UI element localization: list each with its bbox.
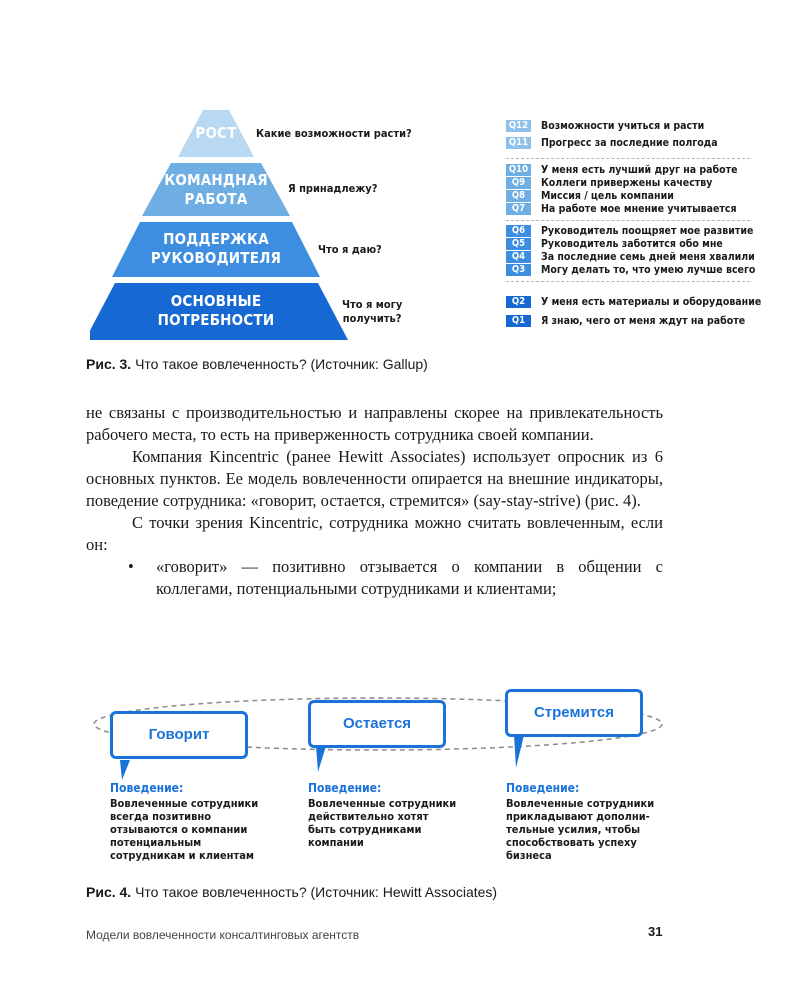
question-code-badge: Q5 <box>506 238 531 250</box>
engagement-pyramid-figure <box>90 100 762 345</box>
question-text: Руководитель поощряет мое развитие <box>541 225 754 237</box>
bullet-list-item <box>86 556 663 600</box>
bullet-marker: • <box>128 557 134 576</box>
question-code-badge: Q10 <box>506 164 531 176</box>
figure3-caption-number: Рис. 3. <box>86 356 132 372</box>
bubble-label: Остается <box>342 715 412 732</box>
behavior-description: Вовлеченные сотрудники прикладывают дополни-тельные усилия, чтобы способствовать успеху бизнеса <box>506 797 655 862</box>
question-text: У меня есть материалы и оборудование <box>541 296 762 308</box>
say-bubble <box>110 711 248 759</box>
tier-question-manager: Что я даю? <box>318 243 382 256</box>
paragraph: не связаны с производительностью и направлены скорее на привлекательность рабочего места, то есть на приверженность сотрудника своей компании. <box>86 403 663 444</box>
question-code-badge: Q6 <box>506 225 531 237</box>
page-number: 31 <box>648 924 663 939</box>
bubble-tail <box>514 735 524 768</box>
bubble-tail <box>120 760 130 780</box>
bubble-label: Говорит <box>148 726 210 743</box>
behavior-description: Вовлеченные сотрудники действительно хотят быть сотрудниками компании <box>308 797 457 849</box>
tier-question-teamwork: Я принадлежу? <box>288 182 378 195</box>
question-code-badge: Q2 <box>506 296 531 308</box>
question-text: Могу делать то, что умею лучше всего <box>541 264 756 276</box>
question-code-badge: Q8 <box>506 190 531 202</box>
question-code-badge: Q7 <box>506 203 531 215</box>
tier-divider <box>506 158 750 159</box>
question-text: Коллеги привержены качеству <box>541 177 713 189</box>
figure3-caption <box>86 356 428 372</box>
tier-question-basic: Что я могу получить? <box>342 298 403 325</box>
question-code-badge: Q11 <box>506 137 531 149</box>
question-code-badge: Q4 <box>506 251 531 263</box>
behavior-title: Поведение: <box>110 781 184 795</box>
question-text: Прогресс за последние полгода <box>541 137 718 149</box>
tier-label-manager: ПОДДЕРЖКА РУКОВОДИТЕЛЯ <box>150 230 282 267</box>
strive-bubble <box>505 689 643 737</box>
question-text: Я знаю, чего от меня ждут на работе <box>541 315 746 327</box>
question-code-badge: Q9 <box>506 177 531 189</box>
tier-label-growth: РОСТ <box>195 124 237 142</box>
dashed-orbit-ellipse <box>94 698 662 750</box>
question-text: Возможности учиться и расти <box>541 120 705 132</box>
figure4-caption-text: Что такое вовлеченность? (Источник: Hewitt Associates) <box>131 884 498 900</box>
tier-label-teamwork: КОМАНДНАЯ РАБОТА <box>164 171 268 208</box>
question-text: За последние семь дней меня хвалили <box>541 251 755 263</box>
paragraph: С точки зрения Kincentric, сотрудника можно считать вовлеченным, если он: <box>86 513 663 554</box>
behavior-title: Поведение: <box>506 781 580 795</box>
tier-label-basic: ОСНОВНЫЕ ПОТРЕБНОСТИ <box>157 292 275 329</box>
behavior-description: Вовлеченные сотрудники всегда позитивно отзываются о компании потенциальным сотрудникам и клиентам <box>110 797 259 862</box>
bubble-label: Стремится <box>533 704 615 721</box>
question-text: На работе мое мнение учитывается <box>541 203 737 215</box>
question-text: У меня есть лучший друг на работе <box>541 164 738 176</box>
running-title: Модели вовлеченности консалтинговых агентств <box>86 928 360 942</box>
tier-divider <box>506 281 750 282</box>
question-code-badge: Q3 <box>506 264 531 276</box>
question-text: Руководитель заботится обо мне <box>541 238 723 250</box>
stay-bubble <box>308 700 446 748</box>
bubble-tail <box>316 746 326 772</box>
behavior-title: Поведение: <box>308 781 382 795</box>
tier-question-growth: Какие возможности расти? <box>256 127 412 140</box>
paragraph: Компания Kincentric (ранее Hewitt Associates) использует опросник из 6 основных пунктов. Ее модель вовлеченности опирается на внешние индикаторы, поведение сотрудника: «говорит, остается, стремится» (say-stay-strive) (рис. 4). <box>86 447 663 510</box>
question-code-badge: Q1 <box>506 315 531 327</box>
question-code-badge: Q12 <box>506 120 531 132</box>
body-text <box>86 402 663 600</box>
figure4-caption <box>86 884 497 900</box>
bullet-text: «говорит» — позитивно отзывается о компании в общении с коллегами, потенциальными сотрудниками и клиентами; <box>156 557 663 598</box>
figure3-caption-text: Что такое вовлеченность? (Источник: Gallup) <box>131 356 428 372</box>
tier-divider <box>506 220 750 221</box>
figure4-caption-number: Рис. 4. <box>86 884 132 900</box>
question-text: Миссия / цель компании <box>541 190 674 202</box>
